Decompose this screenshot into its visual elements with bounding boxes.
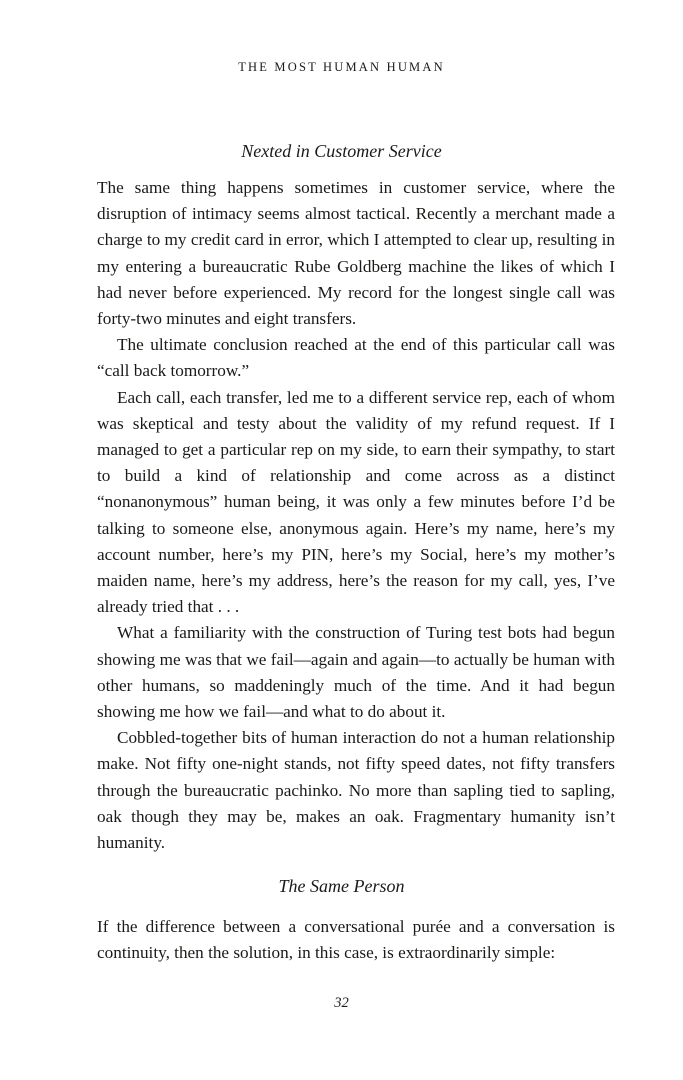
paragraph: What a familiarity with the construction of Turing test bots had begun showing me was that we fail—again and again—to actually be human with other humans, so maddeningly much of the time. And it had begun showing me how we fail—and what to do about it.	[97, 623, 615, 722]
paragraph: The ultimate conclusion reached at the end of this particular call was “call back tomorrow.”	[97, 335, 615, 381]
paragraph: Each call, each transfer, led me to a different service rep, each of whom was skeptical and testy about the validity of my refund request. If I managed to get a particular rep on my side, to earn their sympathy, to start to build a kind of relationship and come across as a distinct “nonanonymous” human being, it was only a few minutes before I’d be talking to someone else, anonymous again. Here’s my name, here’s my account number, here’s my PIN, here’s my Social, here’s my mother’s maiden name, here’s my address, here’s the reason for my call, yes, I’ve already tried that . . .	[97, 387, 615, 617]
section-title-customer-service: Nexted in Customer Service	[241, 141, 442, 161]
paragraph: The same thing happens sometimes in customer service, where the disruption of intimacy seems almost tactical. Recently a merchant made a charge to my credit card in error, which I attempted to clear up, resulting in my entering a bureaucratic Rube Goldberg machine the likes of which I had never before experienced. My record for the longest single call was forty-two minutes and eight transfers.	[97, 178, 615, 329]
page-number: 32	[334, 995, 349, 1011]
section-body-same-person	[97, 914, 615, 966]
section-body-customer-service	[97, 175, 615, 856]
paragraph: Cobbled-together bits of human interaction do not a human relationship make. Not fifty one-night stands, not fifty speed dates, not fifty transfers through the bureaucratic pachinko. No more than sapling tied to sapling, oak though they may be, makes an oak. Fragmentary humanity isn’t humanity.	[97, 728, 615, 853]
paragraph: If the difference between a conversational purée and a conversation is continuity, then the solution, in this case, is extraordinarily simple:	[97, 917, 615, 963]
running-head: THE MOST HUMAN HUMAN	[238, 60, 445, 74]
section-title-same-person: The Same Person	[278, 876, 405, 896]
